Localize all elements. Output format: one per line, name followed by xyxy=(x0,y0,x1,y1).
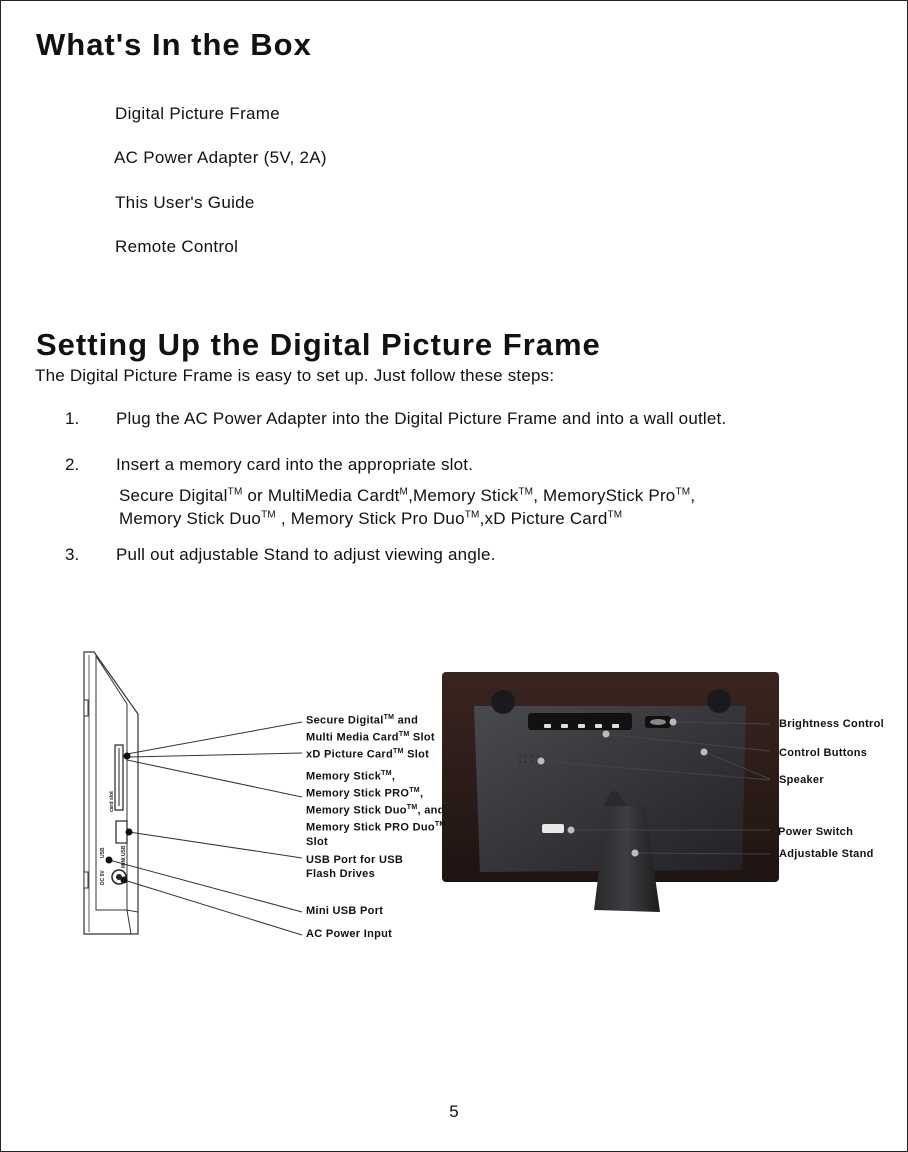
device-label: card slot xyxy=(109,791,115,812)
box-item: AC Power Adapter (5V, 2A) xyxy=(114,148,327,167)
step-number: 1. xyxy=(65,409,80,428)
adjustable-stand-label: Adjustable Stand xyxy=(779,848,874,860)
sd-slot-label: Secure Digital™ and Multi Media Card™ Slot xyxy=(306,714,435,744)
xd-slot-label: xD Picture Card™ Slot xyxy=(306,748,430,761)
setup-intro: The Digital Picture Frame is easy to set up. Just follow these steps: xyxy=(35,366,555,385)
step-number: 2. xyxy=(65,455,80,474)
power-switch-label: Power Switch xyxy=(778,826,854,838)
frame-back-view xyxy=(442,672,779,912)
box-item: This User's Guide xyxy=(115,193,255,212)
box-item: Remote Control xyxy=(115,237,239,256)
page-number: 5 xyxy=(449,1102,459,1121)
memory-stick-slot-label: Memory Stick™, Memory Stick PRO™, Memory Stick Duo™, and Memory Stick PRO Duo™ Slot xyxy=(306,770,446,848)
box-heading: What's In the Box xyxy=(36,27,312,62)
mini-usb-label: Mini USB Port xyxy=(306,905,384,917)
step-number: 3. xyxy=(65,545,80,564)
usb-port-label: USB Port for USB Flash Drives xyxy=(306,854,404,880)
speaker-label: Speaker xyxy=(779,774,824,786)
step-text: Insert a memory card into the appropriate slot. xyxy=(116,455,474,474)
step-text: Pull out adjustable Stand to adjust viewing angle. xyxy=(116,545,496,564)
setup-heading: Setting Up the Digital Picture Frame xyxy=(36,327,601,362)
device-label: MINI USB xyxy=(121,845,127,868)
brightness-control-label: Brightness Control xyxy=(779,718,885,730)
card-list-line-2: Memory Stick Duo™ , Memory Stick Pro Duo™,xD Picture Card™ xyxy=(119,509,623,528)
ac-input-label: AC Power Input xyxy=(306,928,393,940)
step-text: Plug the AC Power Adapter into the Digital Picture Frame and into a wall outlet. xyxy=(116,409,727,428)
device-label: USB xyxy=(100,847,106,858)
device-label: DC 5V xyxy=(100,870,106,885)
frame-side-view xyxy=(84,652,138,934)
card-list-line-1: Secure Digital™ or MultiMedia Cardt$^M$,Memory Stick™, MemoryStick Pro™, xyxy=(119,486,696,505)
control-buttons-label: Control Buttons xyxy=(779,747,868,759)
box-item: Digital Picture Frame xyxy=(115,104,281,123)
